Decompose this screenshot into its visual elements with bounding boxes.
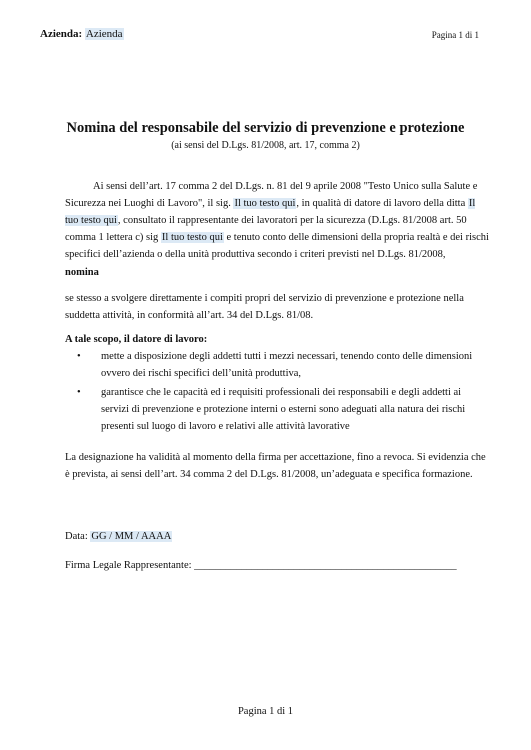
intro-text-1: Ai sensi dell’art. 17 comma 2 del D.Lgs. n. 81 del 9 aprile 2008 "Testo Unico sulla Salute e Sicurezza nei Luoghi di Lavoro", il sig. [65, 181, 478, 209]
date-field[interactable]: GG / MM / AAAA [91, 531, 172, 542]
list-item [65, 384, 489, 435]
company-header [40, 28, 124, 40]
bullet-icon: • [77, 351, 81, 362]
intro-text-4: e tenuto conto delle dimensioni della propria realtà e dei rischi specifici dell’azienda o della unità produttiva secondo i criteri previsti nel D.Lgs. 81/2008, [65, 232, 489, 260]
appointment-paragraph: se stesso a svolgere direttamente i compiti propri del servizio di prevenzione e protezione nella suddetta attività, in conformità all’art. 34 del D.Lgs. 81/08. [65, 293, 464, 321]
company-name-field[interactable]: Il tuo testo qui [65, 198, 476, 226]
list-item [65, 348, 489, 382]
duties-list [65, 348, 489, 437]
intro-text-3: , consultato il rappresentante dei lavoratori per la sicurezza (D.Lgs. 81/2008 art. 50 comma 1 lettera c) sig [65, 215, 467, 243]
signature-label: Firma Legale Rappresentante: [65, 560, 195, 571]
footer-page-indicator: Pagina 1 di 1 [237, 706, 294, 717]
company-field[interactable]: Azienda [85, 28, 123, 40]
intro-paragraph [65, 178, 489, 263]
signature-row [65, 560, 457, 571]
rls-name-field[interactable]: Il tuo testo qui [161, 232, 223, 243]
signature-line[interactable]: __________________________________________________ [194, 560, 457, 571]
scopo-heading: A tale scopo, il datore di lavoro: [65, 334, 208, 345]
date-row [65, 531, 172, 542]
company-label: Azienda: [40, 28, 83, 40]
intro-text-2: , in qualità di datore di lavoro della ditta [296, 198, 468, 209]
date-label: Data: [65, 531, 91, 542]
bullet-icon: • [77, 387, 81, 398]
employer-name-field[interactable]: Il tuo testo qui [234, 198, 296, 209]
header-page-indicator: Pagina 1 di 1 [431, 30, 479, 40]
validity-paragraph: La designazione ha validità al momento della firma per accettazione, fino a revoca. Si evidenzia che è prevista, ai sensi dell’art. 34 comma 2 del D.Lgs. 81/2008, un’adeguata e specifica formazione. [65, 452, 486, 480]
document-subtitle: (ai sensi del D.Lgs. 81/2008, art. 17, comma 2) [171, 140, 360, 151]
document-title: Nomina del responsabile del servizio di prevenzione e protezione [66, 120, 465, 136]
list-item-text: mette a disposizione degli addetti tutti i mezzi necessari, tenendo conto delle dimensioni ovvero dei rischi specifici dell’unità produttiva, [101, 351, 473, 379]
list-item-text: garantisce che le capacità ed i requisiti professionali dei responsabili e degli addetti ai servizi di prevenzione e protezione interni o esterni sono adeguati alla natura dei rischi presenti sul luogo di lavoro e relativi alle attività lavorative [101, 387, 466, 432]
nomina-heading: nomina [65, 267, 99, 278]
